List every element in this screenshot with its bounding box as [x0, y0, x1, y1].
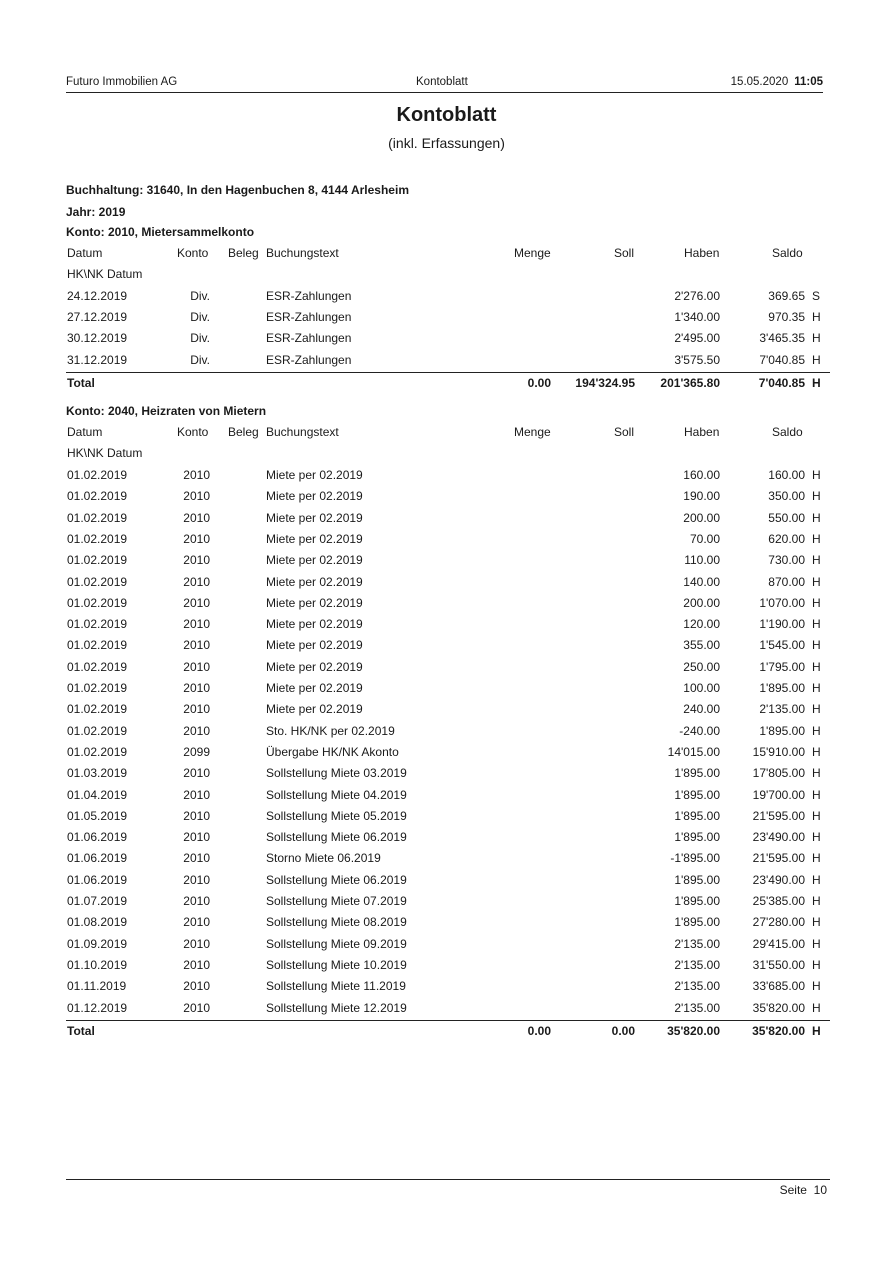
col-soll: Soll	[614, 425, 635, 439]
col-beleg: Beleg	[228, 246, 259, 260]
col-datum: Datum	[67, 246, 103, 260]
cell-buchungstext: Miete per 02.2019	[266, 659, 363, 674]
cell-konto: 2010	[183, 510, 210, 525]
account-title: Konto: 2040, Heizraten von Mietern	[66, 404, 267, 418]
cell-buchungstext: Miete per 02.2019	[266, 617, 363, 632]
ledger-row	[66, 529, 830, 550]
ledger-row	[66, 976, 830, 997]
cell-datum: 01.08.2019	[67, 915, 128, 930]
ledger-row	[66, 572, 830, 593]
document-subtitle: (inkl. Erfassungen)	[388, 135, 505, 151]
cell-buchungstext: Miete per 02.2019	[266, 595, 363, 610]
footer-divider	[66, 1179, 830, 1180]
col-saldo: Saldo	[772, 246, 803, 260]
cell-datum: 01.02.2019	[67, 489, 128, 504]
cell-datum: 01.02.2019	[67, 595, 128, 610]
cell-haben: 2'135.00	[674, 1000, 720, 1015]
ledger-row	[66, 593, 830, 614]
ledger-row	[66, 635, 830, 656]
cell-soll-haben-flag: S	[812, 289, 821, 303]
cell-haben: 240.00	[683, 702, 720, 717]
cell-haben: 1'895.00	[674, 787, 720, 802]
cell-soll-haben-flag: H	[812, 574, 821, 589]
cell-konto: 2010	[183, 659, 210, 674]
col-buchungstext: Buchungstext	[266, 246, 339, 260]
col-konto: Konto	[177, 246, 209, 260]
cell-haben: 200.00	[683, 510, 720, 525]
cell-konto: 2010	[183, 766, 210, 781]
cell-saldo: 19'700.00	[752, 787, 805, 802]
cell-datum: 01.06.2019	[67, 830, 128, 845]
cell-datum: 24.12.2019	[67, 289, 128, 303]
cell-soll-haben-flag: H	[812, 830, 821, 845]
col-beleg: Beleg	[228, 425, 259, 439]
cell-haben: 1'895.00	[674, 830, 720, 845]
cell-haben: 14'015.00	[667, 744, 720, 759]
cell-konto: 2010	[183, 1000, 210, 1015]
cell-konto: 2010	[183, 787, 210, 802]
column-subheader-row	[66, 443, 830, 464]
cell-haben: 120.00	[683, 617, 720, 632]
column-header-row	[66, 243, 830, 264]
cell-soll-haben-flag: H	[812, 979, 821, 994]
cell-datum: 01.02.2019	[67, 468, 128, 482]
cell-datum: 01.04.2019	[67, 787, 128, 802]
cell-datum: 01.12.2019	[67, 1000, 128, 1015]
cell-datum: 01.11.2019	[67, 979, 127, 994]
cell-konto: 2010	[183, 915, 210, 930]
ledger-row	[66, 328, 830, 349]
ledger-row	[66, 699, 830, 720]
cell-konto: 2010	[183, 617, 210, 632]
cell-haben: 100.00	[683, 681, 720, 695]
cell-konto: 2010	[183, 957, 210, 972]
cell-konto: 2010	[183, 723, 210, 738]
total-row	[66, 1020, 830, 1042]
cell-haben: -240.00	[679, 723, 720, 738]
cell-haben: 110.00	[684, 553, 720, 568]
cell-saldo: 29'415.00	[752, 936, 805, 951]
cell-konto: 2010	[183, 872, 210, 887]
cell-soll-haben-flag: H	[812, 595, 821, 610]
cell-buchungstext: Sollstellung Miete 11.2019	[266, 979, 406, 994]
cell-haben: 190.00	[683, 489, 720, 504]
cell-buchungstext: Sto. HK/NK per 02.2019	[266, 723, 395, 738]
ledger-row	[66, 614, 830, 635]
cell-saldo: 21'595.00	[752, 851, 805, 866]
cell-buchungstext: Sollstellung Miete 07.2019	[266, 894, 407, 908]
total-haben: 201'365.80	[660, 375, 720, 390]
cell-konto: 2010	[183, 894, 210, 908]
total-soll-haben-flag: H	[812, 375, 821, 390]
cell-soll-haben-flag: H	[812, 851, 821, 866]
cell-saldo: 160.00	[768, 468, 805, 482]
col-buchungstext: Buchungstext	[266, 425, 339, 439]
company-name: Futuro Immobilien AG	[66, 76, 178, 88]
cell-datum: 01.02.2019	[67, 574, 128, 589]
cell-saldo: 15'910.00	[752, 744, 805, 759]
cell-konto: 2010	[183, 702, 210, 717]
cell-datum: 01.02.2019	[67, 659, 128, 674]
cell-haben: 1'340.00	[674, 310, 720, 325]
cell-datum: 01.02.2019	[67, 681, 128, 695]
cell-datum: 01.02.2019	[67, 531, 128, 546]
cell-haben: 250.00	[683, 659, 720, 674]
total-menge: 0.00	[527, 1023, 551, 1038]
cell-datum: 27.12.2019	[67, 310, 128, 325]
cell-konto: 2010	[183, 489, 210, 504]
column-subheader-row	[66, 264, 830, 285]
cell-saldo: 3'465.35	[759, 331, 805, 346]
ledger-row	[66, 350, 830, 371]
cell-datum: 01.07.2019	[67, 894, 128, 908]
ledger-row	[66, 848, 830, 869]
cell-saldo: 35'820.00	[752, 1000, 805, 1015]
total-haben: 35'820.00	[667, 1023, 720, 1038]
cell-soll-haben-flag: H	[812, 808, 821, 823]
column-header-row	[66, 422, 830, 443]
cell-saldo: 1'545.00	[759, 638, 805, 653]
cell-buchungstext: Miete per 02.2019	[266, 468, 363, 482]
ledger-row	[66, 870, 830, 891]
ledger-row	[66, 955, 830, 976]
total-menge: 0.00	[527, 375, 551, 390]
cell-datum: 01.09.2019	[67, 936, 128, 951]
cell-konto: 2010	[183, 468, 210, 482]
cell-haben: 1'895.00	[674, 766, 720, 781]
total-saldo: 7'040.85	[758, 375, 805, 390]
cell-datum: 01.05.2019	[67, 808, 128, 823]
cell-soll-haben-flag: H	[812, 744, 821, 759]
cell-saldo: 23'490.00	[752, 872, 805, 887]
cell-saldo: 2'135.00	[759, 702, 805, 717]
cell-saldo: 25'385.00	[752, 894, 805, 908]
cell-saldo: 550.00	[768, 510, 805, 525]
cell-buchungstext: Übergabe HK/NK Akonto	[266, 744, 399, 759]
cell-datum: 01.10.2019	[67, 957, 128, 972]
cell-konto: 2010	[183, 851, 210, 866]
ledger-row	[66, 763, 830, 784]
cell-soll-haben-flag: H	[812, 310, 821, 325]
cell-soll-haben-flag: H	[812, 659, 821, 674]
page-header	[66, 76, 823, 93]
header-date: 15.05.2020	[730, 76, 789, 88]
col-hknk-datum: HK\NK Datum	[67, 267, 143, 281]
cell-buchungstext: Sollstellung Miete 06.2019	[266, 872, 407, 887]
cell-buchungstext: Miete per 02.2019	[266, 702, 363, 717]
col-soll: Soll	[614, 246, 635, 260]
col-hknk-datum: HK\NK Datum	[67, 446, 143, 460]
col-saldo: Saldo	[772, 425, 803, 439]
col-menge: Menge	[514, 246, 551, 260]
cell-saldo: 17'805.00	[752, 766, 805, 781]
total-label: Total	[67, 1023, 95, 1038]
cell-saldo: 970.35	[768, 310, 805, 325]
cell-buchungstext: ESR-Zahlungen	[266, 289, 352, 303]
cell-saldo: 23'490.00	[752, 830, 805, 845]
cell-haben: 2'135.00	[674, 957, 720, 972]
cell-konto: 2010	[183, 681, 210, 695]
ledger-row	[66, 508, 830, 529]
buchhaltung-info: Buchhaltung: 31640, In den Hagenbuchen 8, 4144 Arlesheim	[66, 183, 409, 197]
cell-buchungstext: Sollstellung Miete 10.2019	[266, 957, 407, 972]
cell-datum: 01.02.2019	[67, 702, 128, 717]
cell-haben: 1'895.00	[674, 872, 720, 887]
cell-haben: 200.00	[683, 595, 720, 610]
ledger-row	[66, 912, 830, 933]
cell-buchungstext: Sollstellung Miete 04.2019	[266, 787, 407, 802]
cell-saldo: 620.00	[768, 531, 805, 546]
cell-buchungstext: Miete per 02.2019	[266, 510, 363, 525]
col-menge: Menge	[514, 425, 551, 439]
ledger-row	[66, 934, 830, 955]
page-label: Seite	[779, 1183, 807, 1197]
cell-saldo: 1'070.00	[759, 595, 805, 610]
ledger-row	[66, 742, 830, 763]
cell-soll-haben-flag: H	[812, 957, 821, 972]
cell-haben: 355.00	[683, 638, 720, 653]
cell-buchungstext: Miete per 02.2019	[266, 489, 363, 504]
ledger-row	[66, 806, 830, 827]
cell-konto: Div.	[190, 310, 210, 325]
cell-datum: 01.02.2019	[67, 638, 128, 653]
header-datetime	[731, 76, 823, 88]
account-title: Konto: 2010, Mietersammelkonto	[66, 225, 255, 239]
cell-soll-haben-flag: H	[812, 915, 821, 930]
ledger-row	[66, 721, 830, 742]
cell-saldo: 21'595.00	[752, 808, 805, 823]
cell-saldo: 1'190.00	[759, 617, 805, 632]
cell-konto: 2010	[183, 595, 210, 610]
cell-konto: 2010	[183, 553, 210, 568]
ledger-row	[66, 785, 830, 806]
cell-buchungstext: ESR-Zahlungen	[266, 331, 352, 346]
col-haben: Haben	[684, 246, 720, 260]
cell-soll-haben-flag: H	[812, 1000, 821, 1015]
total-soll: 0.00	[611, 1023, 635, 1038]
ledger-row	[66, 307, 830, 328]
cell-soll-haben-flag: H	[812, 787, 821, 802]
ledger-row	[66, 891, 830, 912]
cell-datum: 31.12.2019	[67, 352, 128, 367]
cell-buchungstext: Miete per 02.2019	[266, 681, 363, 695]
cell-konto: Div.	[190, 289, 210, 303]
cell-haben: 140.00	[683, 574, 720, 589]
cell-soll-haben-flag: H	[812, 723, 821, 738]
cell-haben: 2'135.00	[674, 936, 720, 951]
cell-konto: 2010	[183, 830, 210, 845]
jahr-info: Jahr: 2019	[66, 205, 126, 219]
cell-buchungstext: Sollstellung Miete 09.2019	[266, 936, 407, 951]
cell-saldo: 1'895.00	[759, 681, 805, 695]
col-haben: Haben	[684, 425, 720, 439]
cell-haben: 3'575.50	[674, 352, 720, 367]
cell-soll-haben-flag: H	[812, 936, 821, 951]
cell-soll-haben-flag: H	[812, 638, 821, 653]
col-konto: Konto	[177, 425, 209, 439]
total-soll-haben-flag: H	[812, 1023, 821, 1038]
total-label: Total	[67, 375, 95, 390]
cell-saldo: 1'795.00	[759, 659, 805, 674]
cell-haben: 1'895.00	[674, 808, 720, 823]
cell-datum: 01.06.2019	[67, 872, 128, 887]
cell-buchungstext: Miete per 02.2019	[266, 638, 363, 653]
cell-haben: 2'135.00	[674, 979, 720, 994]
cell-konto: 2010	[183, 531, 210, 546]
cell-soll-haben-flag: H	[812, 766, 821, 781]
cell-datum: 01.02.2019	[67, 553, 128, 568]
cell-soll-haben-flag: H	[812, 681, 821, 695]
cell-buchungstext: Sollstellung Miete 06.2019	[266, 830, 407, 845]
ledger-row	[66, 827, 830, 848]
cell-konto: 2010	[183, 936, 210, 951]
cell-konto: 2010	[183, 979, 210, 994]
cell-soll-haben-flag: H	[812, 331, 821, 346]
cell-buchungstext: Miete per 02.2019	[266, 574, 363, 589]
total-saldo: 35'820.00	[752, 1023, 805, 1038]
cell-soll-haben-flag: H	[812, 489, 821, 504]
cell-soll-haben-flag: H	[812, 702, 821, 717]
ledger-row	[66, 550, 830, 571]
cell-soll-haben-flag: H	[812, 553, 821, 568]
cell-soll-haben-flag: H	[812, 872, 821, 887]
cell-soll-haben-flag: H	[812, 617, 821, 632]
cell-buchungstext: Sollstellung Miete 03.2019	[266, 766, 407, 781]
total-row	[66, 372, 830, 394]
cell-saldo: 33'685.00	[752, 979, 805, 994]
cell-saldo: 27'280.00	[752, 915, 805, 930]
page-number	[780, 1183, 827, 1197]
total-soll: 194'324.95	[575, 375, 635, 390]
cell-saldo: 350.00	[768, 489, 805, 504]
cell-saldo: 7'040.85	[759, 352, 805, 367]
cell-konto: 2010	[183, 574, 210, 589]
cell-buchungstext: Storno Miete 06.2019	[266, 851, 381, 866]
cell-haben: 70.00	[689, 531, 720, 546]
cell-datum: 01.02.2019	[67, 510, 128, 525]
cell-saldo: 31'550.00	[752, 957, 805, 972]
cell-konto: Div.	[190, 331, 210, 346]
cell-buchungstext: Sollstellung Miete 08.2019	[266, 915, 407, 930]
cell-haben: 2'276.00	[674, 289, 720, 303]
cell-konto: 2010	[183, 808, 210, 823]
cell-datum: 30.12.2019	[67, 331, 128, 346]
cell-haben: 1'895.00	[674, 894, 720, 908]
ledger-row	[66, 678, 830, 699]
ledger-row	[66, 486, 830, 507]
ledger-row	[66, 998, 830, 1019]
page-number-value: 10	[813, 1183, 827, 1197]
cell-datum: 01.03.2019	[67, 766, 128, 781]
header-time: 11:05	[794, 76, 823, 88]
document-title: Kontoblatt	[396, 104, 497, 126]
ledger-row	[66, 465, 830, 486]
cell-soll-haben-flag: H	[812, 894, 821, 908]
cell-buchungstext: Miete per 02.2019	[266, 531, 363, 546]
cell-buchungstext: ESR-Zahlungen	[266, 310, 352, 325]
cell-haben: -1'895.00	[670, 851, 720, 866]
cell-konto: 2010	[183, 638, 210, 653]
cell-datum: 01.06.2019	[67, 851, 128, 866]
cell-soll-haben-flag: H	[812, 352, 821, 367]
col-datum: Datum	[67, 425, 103, 439]
ledger-row	[66, 657, 830, 678]
cell-datum: 01.02.2019	[67, 744, 128, 759]
cell-buchungstext: Sollstellung Miete 12.2019	[266, 1000, 407, 1015]
cell-haben: 1'895.00	[674, 915, 720, 930]
cell-soll-haben-flag: H	[812, 531, 821, 546]
header-title: Kontoblatt	[416, 76, 468, 88]
cell-haben: 2'495.00	[674, 331, 720, 346]
cell-datum: 01.02.2019	[67, 617, 128, 632]
cell-buchungstext: Miete per 02.2019	[266, 553, 363, 568]
ledger-row	[66, 286, 830, 307]
cell-konto: 2099	[183, 744, 210, 759]
cell-saldo: 1'895.00	[759, 723, 805, 738]
cell-saldo: 730.00	[768, 553, 805, 568]
cell-saldo: 870.00	[768, 574, 805, 589]
cell-konto: Div.	[190, 352, 210, 367]
cell-soll-haben-flag: H	[812, 468, 821, 482]
cell-haben: 160.00	[683, 468, 720, 482]
cell-datum: 01.02.2019	[67, 723, 128, 738]
cell-soll-haben-flag: H	[812, 510, 821, 525]
cell-buchungstext: Sollstellung Miete 05.2019	[266, 808, 407, 823]
cell-buchungstext: ESR-Zahlungen	[266, 352, 352, 367]
cell-saldo: 369.65	[768, 289, 805, 303]
